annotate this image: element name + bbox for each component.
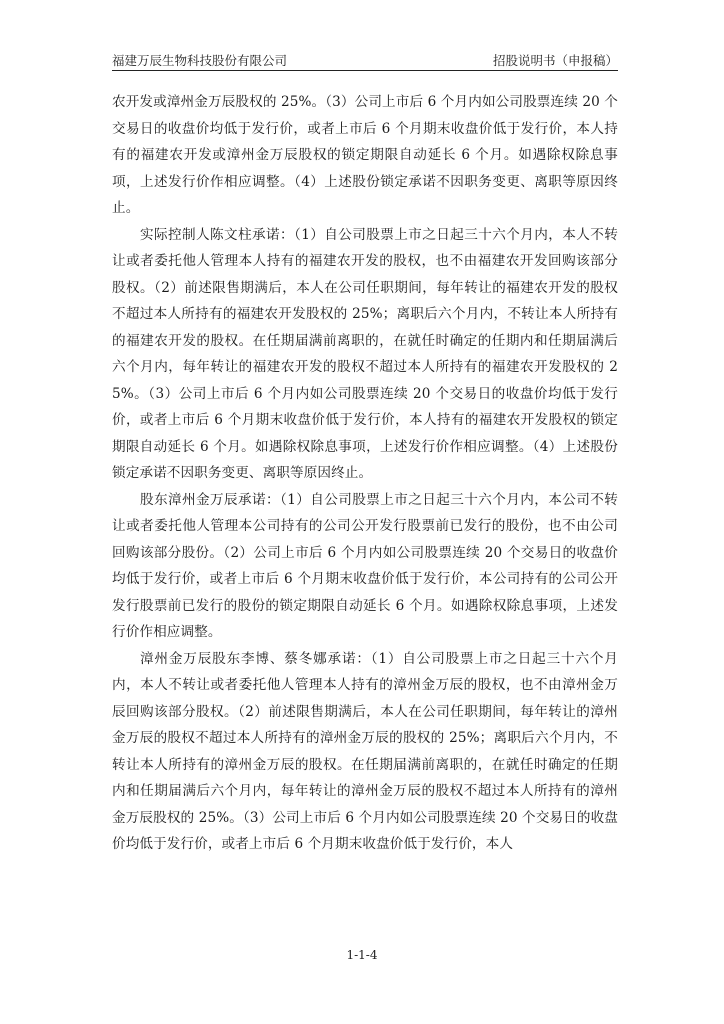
- page-number: 1-1-4: [346, 948, 378, 962]
- paragraph-continuation: 农开发或漳州金万辰股权的 25%。（3）公司上市后 6 个月内如公司股票连续 20 个交易日的收盘价均低于发行价，或者上市后 6 个月期末收盘价低于发行价，本人持有的福建农开发或漳州金万辰股权的锁定期限自动延长 6 个月。如遇除权除息事项，上述发行价作相应调整。（4）上述股份锁定承诺不因职务变更、离职等原因终止。: [112, 94, 618, 216]
- page-footer: [0, 948, 724, 962]
- header-document-title: 招股说明书（申报稿）: [492, 53, 618, 68]
- paragraph-sub-shareholder-commitment: 漳州金万辰股东李博、蔡冬娜承诺：（1）自公司股票上市之日起三十六个月内，本人不转让或者委托他人管理本人持有的漳州金万辰的股权，也不由漳州金万辰回购该部分股权。（2）前述限售期满后，本人在公司任职期间，每年转让的漳州金万辰的股权不超过本人所持有的漳州金万辰的股权的 25%；离职后六个月内，不转让本人所持有的漳州金万辰的股权。在任期届满前离职的，在就任时确定的任期内和任期届满后六个月内，每年转让的漳州金万辰的股权不超过本人所持有的漳州金万辰股权的 25%。（3）公司上市后 6 个月内如公司股票连续 20 个交易日的收盘价均低于发行价，或者上市后 6 个月期末收盘价低于发行价，本人: [112, 650, 618, 852]
- page-header: [112, 48, 618, 71]
- document-body: [112, 89, 618, 858]
- paragraph-controller-commitment: 实际控制人陈文柱承诺：（1）自公司股票上市之日起三十六个月内，本人不转让或者委托他人管理本人持有的福建农开发的股权，也不由福建农开发回购该部分股权。（2）前述限售期满后，本人在公司任职期间，每年转让的福建农开发的股权不超过本人所持有的福建农开发股权的 25%；离职后六个月内，不转让本人所持有的福建农开发的股权。在任期届满前离职的，在就任时确定的任期内和任期届满后六个月内，每年转让的福建农开发的股权不超过本人所持有的福建农开发股权的 25%。（3）公司上市后 6 个月内如公司股票连续 20 个交易日的收盘价均低于发行价，或者上市后 6 个月期末收盘价低于发行价，本人持有的福建农开发股权的锁定期限自动延长 6 个月。如遇除权除息事项，上述发行价作相应调整。（4）上述股份锁定承诺不因职务变更、离职等原因终止。: [112, 226, 618, 481]
- header-company-name: 福建万辰生物科技股份有限公司: [112, 53, 288, 68]
- paragraph-shareholder-commitment: 股东漳州金万辰承诺：（1）自公司股票上市之日起三十六个月内，本公司不转让或者委托他人管理本公司持有的公司公开发行股票前已发行的股份，也不由公司回购该部分股份。（2）公司上市后 6 个月内如公司股票连续 20 个交易日的收盘价均低于发行价，或者上市后 6 个月期末收盘价低于发行价，本公司持有的公司公开发行股票前已发行的股份的锁定期限自动延长 6 个月。如遇除权除息事项，上述发行价作相应调整。: [112, 491, 618, 640]
